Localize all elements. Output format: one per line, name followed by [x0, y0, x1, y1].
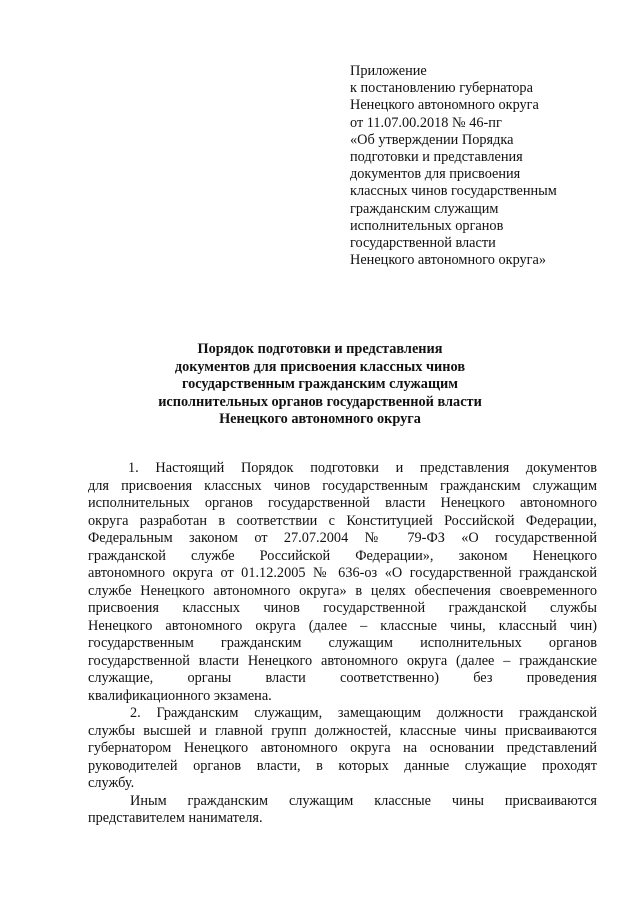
text-line: гражданской службе Российской Федерации», законом Ненецкого — [88, 547, 597, 564]
appendix-line: государственной власти — [350, 235, 496, 252]
text-line: государственной власти Ненецкого автономного округа (далее – гражданские — [88, 652, 597, 669]
appendix-line: Приложение — [350, 63, 427, 79]
title-line: документов для присвоения классных чинов — [174, 358, 466, 375]
text-line: исполнительных органов государственной власти Ненецкого автономного — [88, 495, 597, 511]
text-line: службы высшей и главной групп должностей, классные чины присваиваются — [88, 722, 597, 739]
appendix-line: «Об утверждении Порядка — [350, 131, 514, 148]
appendix-line: от 11.07.00.2018 № 46-пг — [350, 114, 502, 131]
text-line: губернатором Ненецкого автономного округа на основании представлений — [88, 740, 597, 756]
text-line: Ненецкого автономного округа (далее – классные чины, классный чин) — [88, 617, 597, 634]
text-line: автономного округа от 01.12.2005 № 636-оз «О государственной гражданской — [88, 565, 597, 581]
paragraph-3 — [88, 793, 597, 828]
title-line: исполнительных органов государственной власти — [158, 393, 482, 410]
title-line: Ненецкого автономного округа — [219, 411, 421, 428]
text-line: 2. Гражданским служащим, замещающим должности гражданской — [130, 705, 597, 721]
appendix-line: Ненецкого автономного округа» — [350, 252, 547, 269]
appendix-line: к постановлению губернатора — [350, 80, 533, 97]
text-line: Иным гражданским служащим классные чины присваиваются — [130, 792, 597, 809]
paragraph-2 — [88, 705, 597, 793]
paragraph-1 — [88, 460, 597, 705]
appendix-line: подготовки и представления — [350, 149, 523, 166]
text-line: служащие, органы власти соответственно) без проведения — [88, 670, 597, 686]
text-line: представителем нанимателя. — [88, 810, 263, 826]
text-line: руководителей органов власти, в которых данные служащие проходят — [88, 757, 597, 774]
text-line: для присвоения классных чинов государственным гражданским служащим — [88, 477, 597, 494]
text-line: службу. — [88, 775, 135, 791]
text-line: 1. Настоящий Порядок подготовки и представления документов — [128, 460, 597, 476]
appendix-line: гражданским служащим — [350, 200, 499, 217]
appendix-header — [350, 63, 630, 269]
appendix-line: Ненецкого автономного округа — [350, 97, 539, 114]
appendix-line: документов для присвоения — [350, 166, 521, 183]
text-line: присвоения классных чинов государственной гражданской службы — [88, 600, 597, 616]
appendix-line: классных чинов государственным — [350, 183, 557, 200]
appendix-line: исполнительных органов — [350, 217, 504, 234]
text-line: государственным гражданским служащим исполнительных органов — [88, 635, 597, 651]
document-body — [88, 460, 597, 828]
text-line: квалификационного экзамена. — [88, 687, 272, 704]
text-line: округа разработан в соответствии с Конституцией Российской Федерации, — [88, 512, 597, 529]
document-title — [100, 341, 540, 429]
text-line: службе Ненецкого автономного округа» в целях обеспечения своевременного — [88, 582, 597, 599]
text-line: Федеральным законом от 27.07.2004 № 79-ФЗ «О государственной — [88, 530, 597, 546]
title-line: Порядок подготовки и представления — [197, 341, 443, 357]
title-line: государственным гражданским служащим — [181, 376, 458, 393]
